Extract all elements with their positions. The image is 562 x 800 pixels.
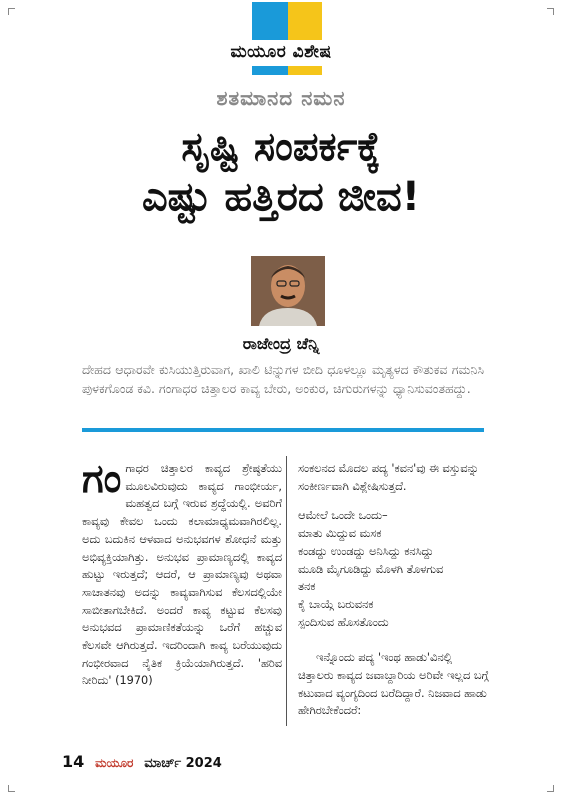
right-para-2: ಇನ್ನೊಂದು ಪದ್ಯ 'ಇಂಥ ಹಾಡು'ವಿನಲ್ಲಿ ಚಿತ್ತಾಲರು ಕಾವ್ಯದ ಜವಾಬ್ದಾರಿಯ ಅರಿವೇ ಇಲ್ಲದ ಬಗ್ಗೆ ಕಟುವಾದ ವ್ಯಂಗ್ಯದಿಂದ ಬರೆದಿದ್ದಾರೆ. ನಿಜವಾದ ಹಾಡು ಹೇಗಿರಬೇಕೆಂದರೆ: (298, 651, 489, 718)
headline-line-2: ಎಷ್ಟು ಹತ್ತಿರದ ಜೀವ! (142, 174, 420, 220)
crop-mark-bottom-left (8, 785, 15, 792)
deck-rule (82, 428, 484, 432)
right-intro-text: ಸಂಕಲನದ ಮೊದಲ ಪದ್ಯ 'ಕವನ'ವು ಈ ವಸ್ತುವನ್ನು ಸಂಕೀರ್ಣವಾಗಿ ವಿಶ್ಲೇಷಿಸುತ್ತದೆ. (298, 462, 479, 493)
headline-line-1: ಸೃಷ್ಟಿ ಸಂಪರ್ಕಕ್ಕೆ (181, 124, 381, 170)
issue-date: ಮಾರ್ಚ್ 2024 (144, 756, 222, 771)
author-name: ರಾಜೇಂದ್ರ ಚೆನ್ನಿ (242, 334, 320, 353)
crop-mark-top-right (547, 8, 554, 15)
crop-mark-bottom-right (547, 785, 554, 792)
badge-bar-blue (252, 66, 288, 75)
deck-summary: ದೇಹದ ಆಧಾರವೇ ಕುಸಿಯುತ್ತಿರುವಾಗ, ಖಾಲಿ ಟಿನ್ನುಗಳ ಬೀದಿ ಧೂಳಲ್ಲೂ ಮೃತ್ಯಳದ ಕೌತುಕವ ಗಮನಿಸಿ ಪುಳಕಗೊಂಡ ಕವಿ. ಗಂಗಾಧರ ಚಿತ್ತಾಲರ ಕಾವ್ಯ ಬೇರು, ಅಂಕುರ, ಚಿಗುರುಗಳನ್ನು ಧ್ಯಾನಿಸುವಂತಹದ್ದು. (82, 362, 484, 396)
section-label: ಮಯೂರ ವಿಶೇಷ (230, 42, 332, 62)
poem-line: ಕೈ ಬಾಯ್ಗೆ ಬರುವನಕ (298, 597, 374, 611)
poem-line: ಮೂಡಿ ಮೈಗೂಡಿದ್ದು ಮೊಳಗಿ ತೊಳಗುವ (298, 562, 444, 576)
headline (0, 122, 562, 222)
section-badge-bar (252, 66, 322, 75)
poem-line: ಕಂಡದ್ದು ಉಂಡದ್ದು ಅನಿಸಿದ್ದು ಕನಸಿದ್ದು (298, 544, 434, 558)
page-footer (62, 752, 222, 771)
poem-line: ಮಾತು ಮಿದ್ದುವ ಮಸಕ (298, 527, 382, 541)
badge-bar-yellow (288, 66, 322, 75)
body-column-left (82, 456, 282, 690)
poem-line: ಸ್ಪಂದಿಸುವ ಹೊಸತೊಂದು (298, 615, 389, 629)
author-portrait-icon (251, 256, 325, 326)
kicker: ಶತಮಾನದ ನಮನ (216, 86, 346, 110)
poem-line: ಆಮೇಲೆ ಒಂದೇ ಒಂದು– (298, 509, 388, 523)
author-photo (251, 256, 325, 326)
crop-mark-top-left (8, 8, 15, 15)
body-left-text: ಗಾಧರ ಚಿತ್ತಾಲರ ಕಾವ್ಯದ ಶ್ರೇಷ್ಠತೆಯು ಮೂಲವಿರುವುದು ಕಾವ್ಯದ ಗಾಂಭೀರ್ಯ, ಮಹತ್ವದ ಬಗ್ಗೆ ಇರುವ ಶ್ರದ್ಧೆಯಲ್ಲಿ. ಅವರಿಗೆ ಕಾವ್ಯವು ಕೇವಲ ಒಂದು ಕಲಾಮಾಧ್ಯಮವಾಗಿರಲಿಲ್ಲ. ಅದು ಬದುಕಿನ ಆಳವಾದ ಅನುಭವಗಳ ಶೋಧನೆ ಮತ್ತು ಅಭಿವ್ಯಕ್ತಿಯಾಗಿತ್ತು. ಅನುಭವ ಪ್ರಾಮಾಣ್ಯದಲ್ಲಿ ಕಾವ್ಯದ ಹುಟ್ಟು ಇರುತ್ತದೆ; ಆದರೆ, ಆ ಪ್ರಾಮಾಣ್ಯವು ಅಥವಾ ಸಾಚಾತನವು ಅದನ್ನು ಕಾವ್ಯವಾಗಿಸುವ ಕೆಲಸದಲ್ಲಿಯೇ ಸಾಬೀತಾಗಬೇಕಿದೆ. ಅಂದರೆ ಕಾವ್ಯ ಕಟ್ಟುವ ಕೆಲಸವು ಅನುಭವದ ಪ್ರಾಮಾಣಿಕತೆಯನ್ನು ಒರೆಗೆ ಹಚ್ಚುವ ಕೆಲಸವೇ ಆಗಿರುತ್ತದೆ. ಇದರಿಂದಾಗಿ ಕಾವ್ಯ ಬರೆಯುವುದು ಗಂಭೀರವಾದ ನೈತಿಕ ಕ್ರಿಯೆಯಾಗಿರುತ್ತದೆ. 'ಹರಿವ ನೀರಿದು' (1970) (82, 462, 282, 688)
poem-line: ತನಕ (298, 580, 316, 594)
poem-quote (298, 507, 490, 631)
drop-cap: ಗಂ (82, 456, 122, 502)
badge-yellow-block (288, 2, 322, 40)
badge-blue-block (252, 2, 288, 40)
section-badge-top (252, 2, 322, 40)
column-divider (286, 456, 287, 726)
body-column-right (298, 460, 490, 720)
magazine-logo: ಮಯೂರ (95, 756, 134, 770)
page-number: 14 (62, 752, 85, 771)
